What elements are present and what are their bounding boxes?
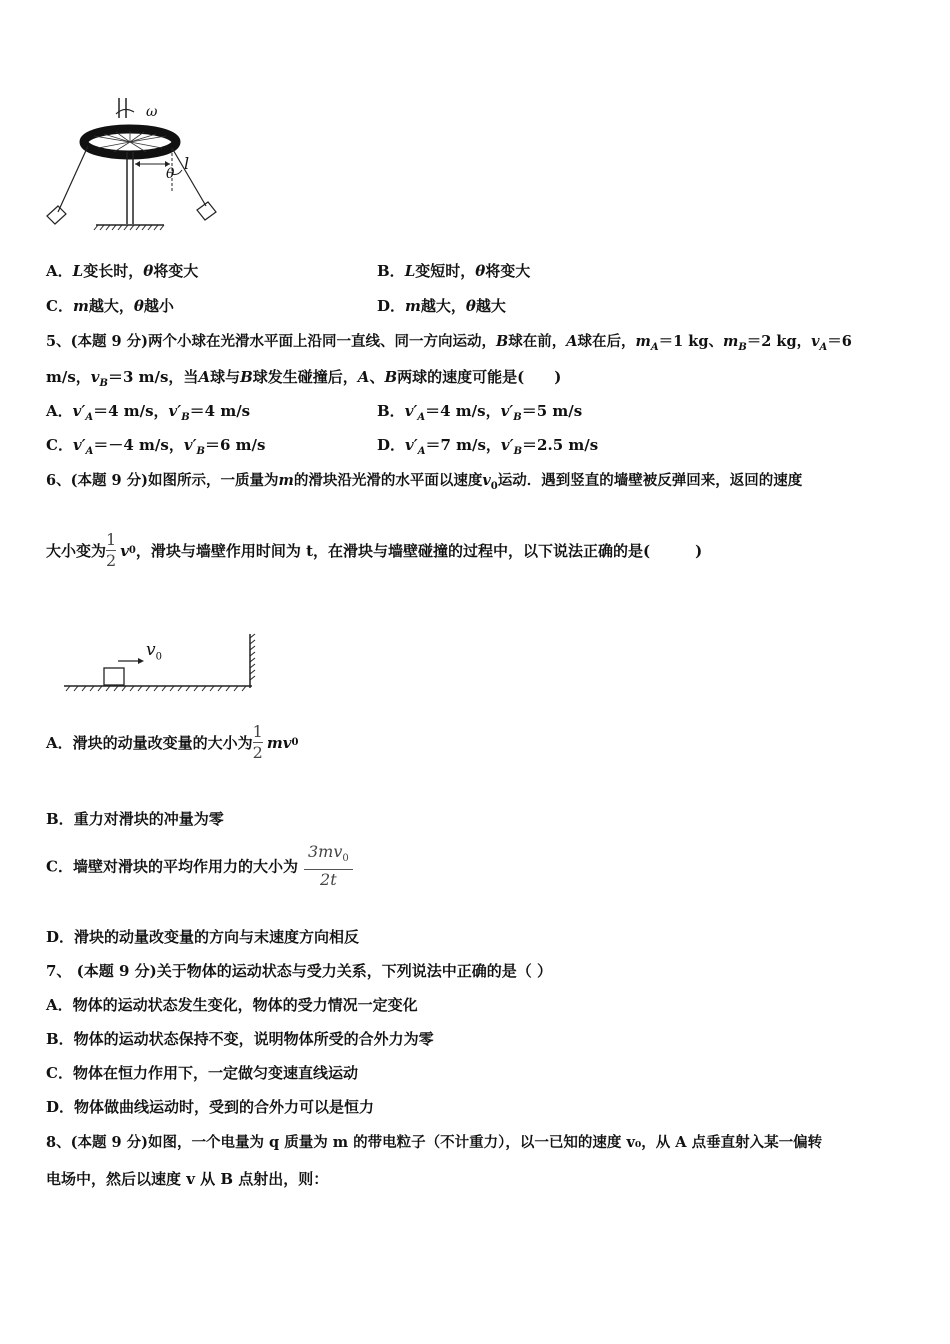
theta-label: θ xyxy=(166,166,175,182)
q6-option-d[interactable]: D．滑块的动量改变量的方向与末速度方向相反 xyxy=(46,928,360,946)
q7-option-a[interactable]: A．物体的运动状态发生变化，物体的受力情况一定变化 xyxy=(46,996,418,1014)
q5-option-a[interactable]: A．$v'_A=4$ m/s，$v'_B=4$ m/s xyxy=(46,402,251,423)
q7-option-d[interactable]: D．物体做曲线运动时，受到的合外力可以是恒力 xyxy=(46,1098,375,1116)
q6-stem-line2: 大小变为 $\frac{1}{2}$ v0，滑块与墙壁作用时间为 t，在滑块与墙壁碰撞的过程中，以下说法正确的是( ) xyxy=(46,530,703,570)
l-label: l xyxy=(184,154,190,173)
half-fraction-a: $\frac{1}{2}$ xyxy=(252,722,263,762)
q4-option-b[interactable]: B．L变短时，θ将变大 xyxy=(377,262,531,280)
ring-diagram xyxy=(44,96,224,236)
block-wall-figure xyxy=(62,630,262,696)
rotating-ring-figure xyxy=(44,96,224,236)
q8-stem-line2: 电场中，然后以速度 v 从 B 点射出，则： xyxy=(46,1170,329,1188)
v0-label: $v_0$ xyxy=(146,640,162,663)
q5-option-b[interactable]: B．$v'_A=4$ m/s，$v'_B=5$ m/s xyxy=(377,402,583,423)
q6-option-c[interactable]: C．墙壁对滑块的平均作用力的大小为 $\frac{3mv_0}{2t}$ xyxy=(46,842,353,890)
block-wall-diagram xyxy=(62,630,262,696)
q6-stem-line1: 6、(本题 9 分)如图所示，一质量为m的滑块沿光滑的水平面以速度$v_0$运动．遇到竖直的墙壁被反弹回来，返回的速度 xyxy=(46,472,803,492)
q4-option-d[interactable]: D．m越大，θ越大 xyxy=(377,297,506,315)
q4-option-a[interactable]: A．L变长时，θ将变大 xyxy=(46,262,199,280)
omega-label: ω xyxy=(146,104,158,120)
q6-option-b[interactable]: B．重力对滑块的冲量为零 xyxy=(46,810,224,828)
q5-stem-line2: m/s，$v_B=3$ m/s，当A球与B球发生碰撞后，A、B两球的速度可能是( ) xyxy=(46,368,562,389)
q5-option-d[interactable]: D．$v'_A=7$ m/s，$v'_B=2.5$ m/s xyxy=(377,436,599,457)
force-fraction: $\frac{3mv_0}{2t}$ xyxy=(304,842,353,890)
q7-stem: 7、 (本题 9 分)关于物体的运动状态与受力关系，下列说法中正确的是（ ） xyxy=(46,962,552,980)
q7-option-c[interactable]: C．物体在恒力作用下，一定做匀变速直线运动 xyxy=(46,1064,358,1082)
q5-stem-line1: 5、(本题 9 分)两个小球在光滑水平面上沿同一直线、同一方向运动，B球在前，A球在后，$m_A=1$ kg、$m_B=2$ kg，$v_A=6$ xyxy=(46,333,852,353)
q8-stem-line1: 8、(本题 9 分)如图，一个电量为 q 质量为 m 的带电粒子（不计重力），以一已知的速度 v₀，从 A 点垂直射入某一偏转 xyxy=(46,1134,823,1151)
q7-option-b[interactable]: B．物体的运动状态保持不变，说明物体所受的合外力为零 xyxy=(46,1030,434,1048)
q5-option-c[interactable]: C．$v'_A=-4$ m/s，$v'_B=6$ m/s xyxy=(46,436,266,457)
q4-option-c[interactable]: C．m越大，θ越小 xyxy=(46,297,174,315)
q6-option-a[interactable]: A．滑块的动量改变量的大小为 $\frac{1}{2}$ mv0 xyxy=(46,722,299,762)
half-fraction: $\frac{1}{2}$ xyxy=(106,530,117,570)
